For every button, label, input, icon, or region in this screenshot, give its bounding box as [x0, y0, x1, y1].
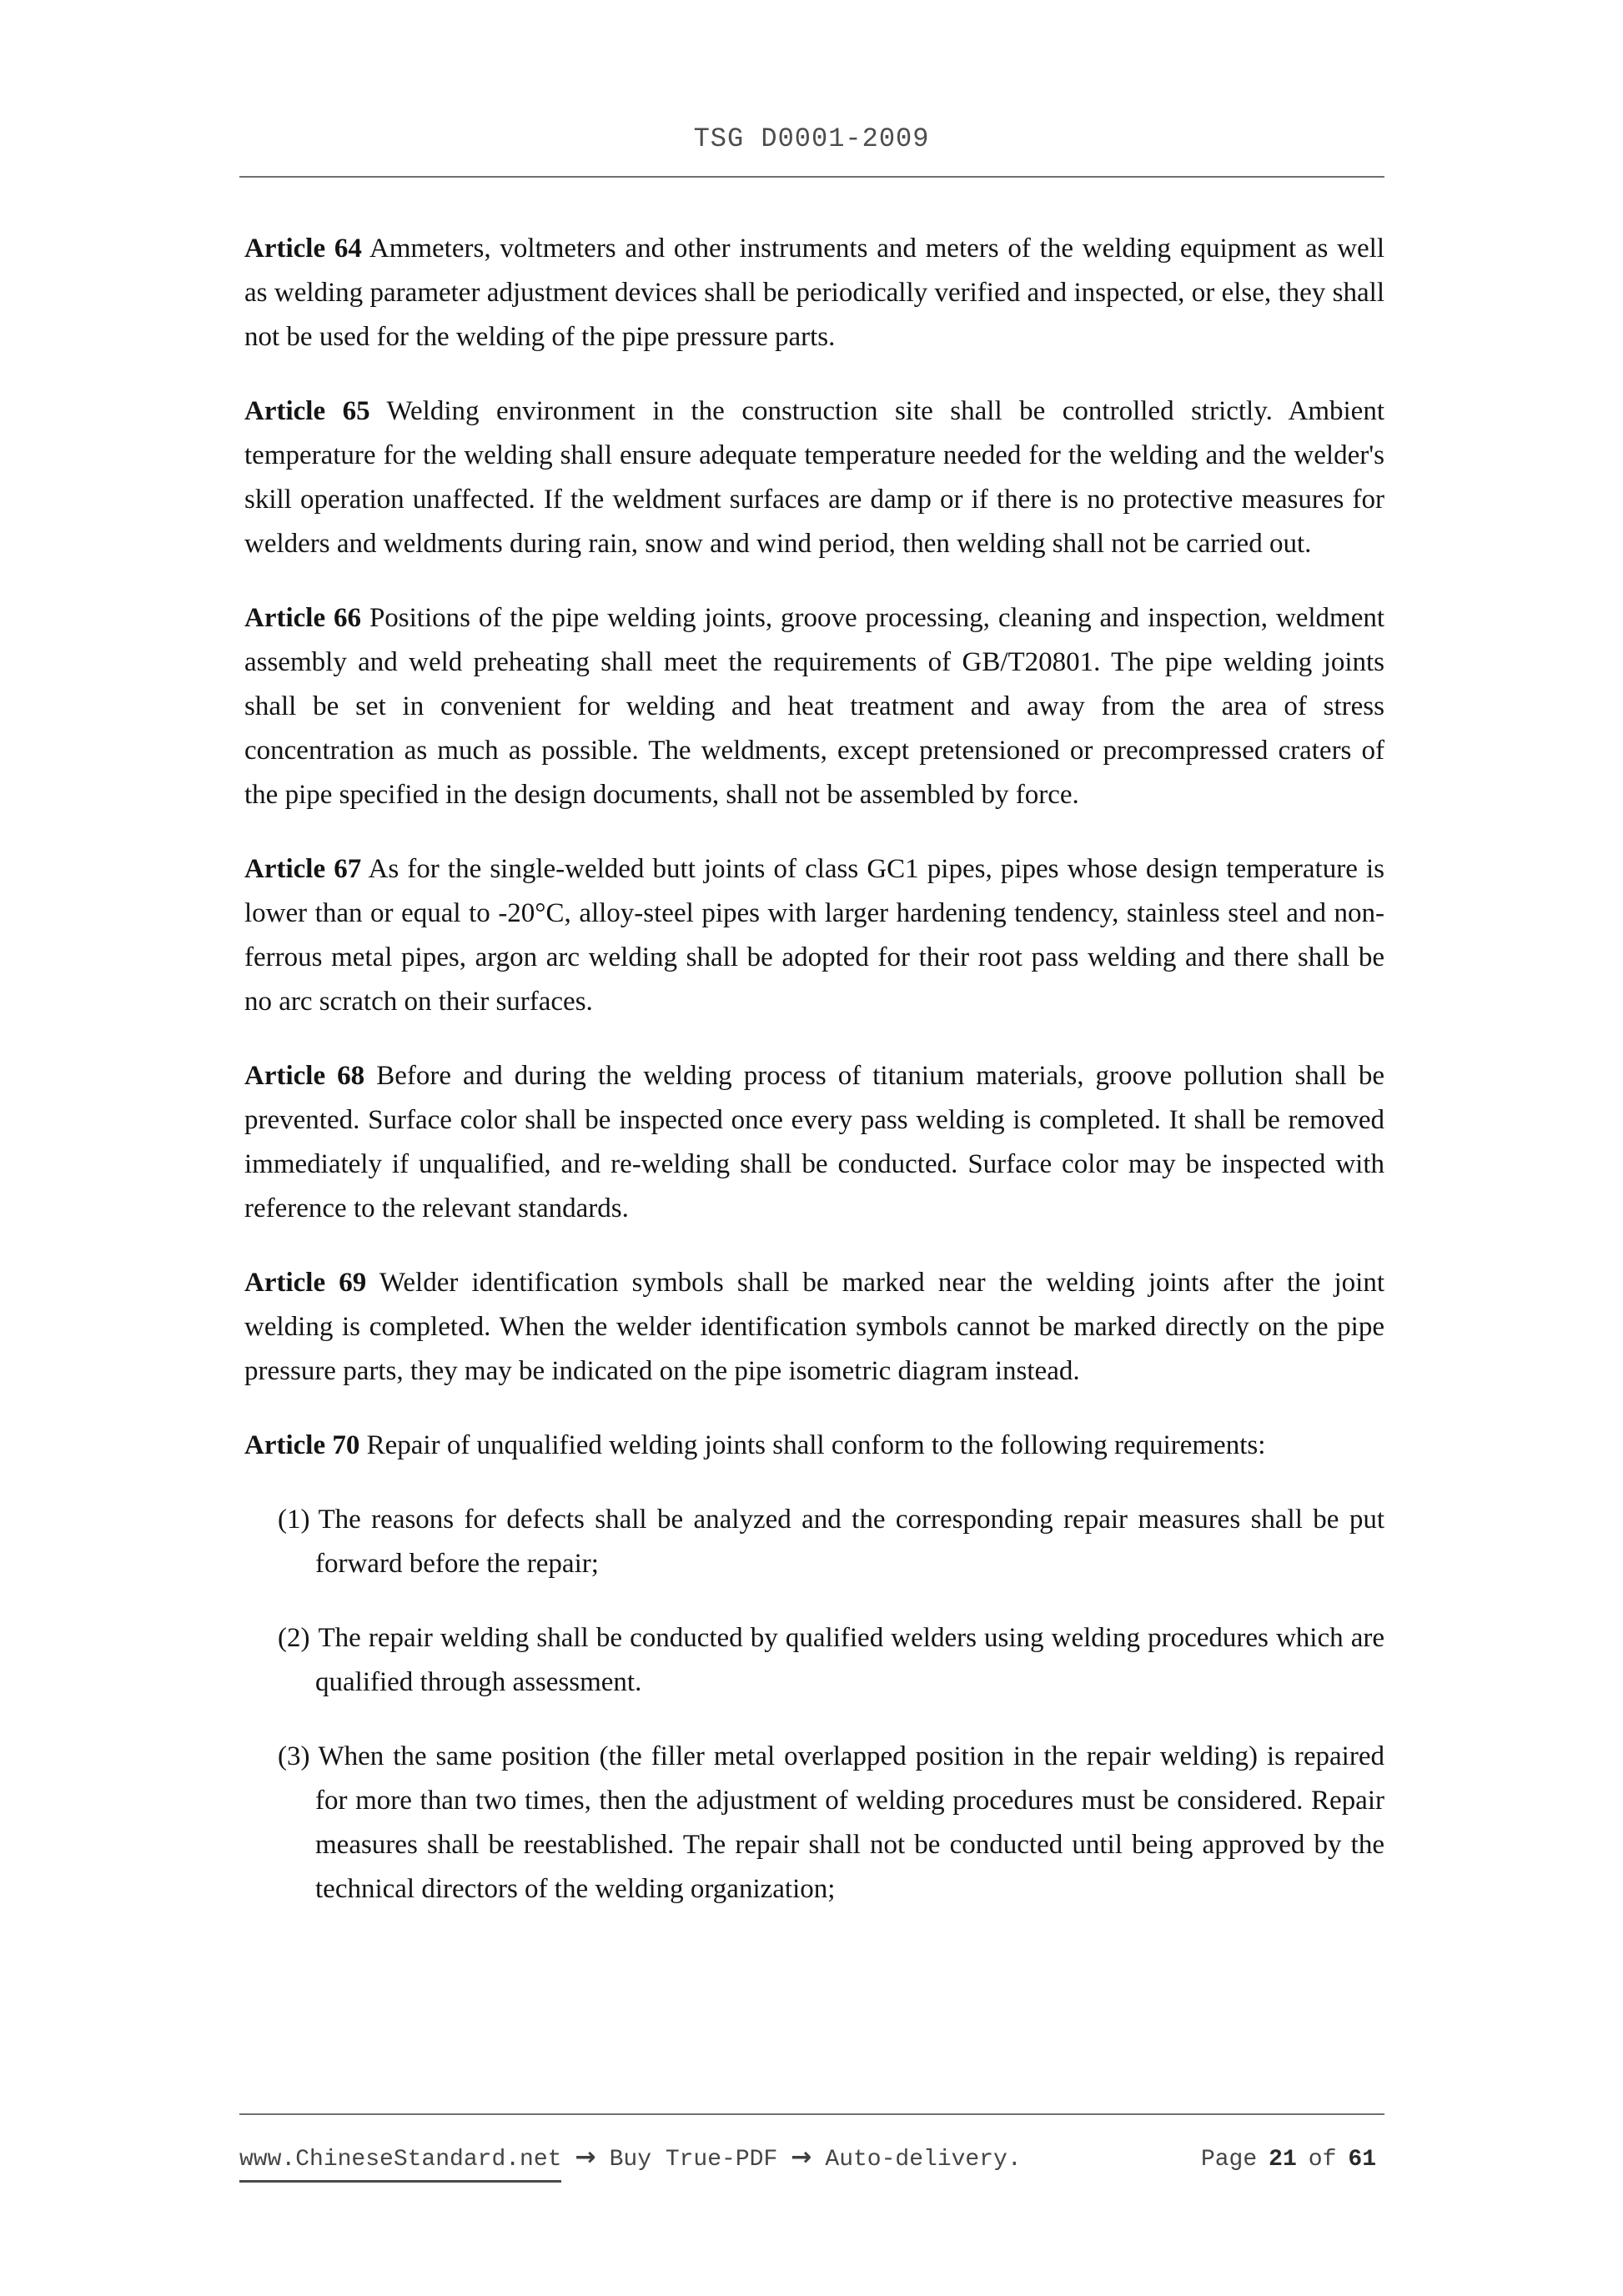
- article-66-text: Positions of the pipe welding joints, groove processing, cleaning and inspection, weldment assembly and weld preheating shall meet the requirements of GB/T20801. The pipe welding joints shall be set in convenient for welding and heat treatment and away from the area of stress concentration as much as possible. The weldments, except pretensioned or precompressed craters of the pipe specified in the design documents, shall not be assembled by force.: [244, 603, 1385, 810]
- article-67-paragraph: [244, 847, 1384, 1024]
- article-70-label: Article 70: [244, 1430, 360, 1460]
- page-header-title: TSG D0001-2009: [693, 123, 930, 154]
- list-item-1-number: (1): [278, 1505, 310, 1535]
- article-64-text: Ammeters, voltmeters and other instruments and meters of the welding equipment as well as welding parameter adjustment devices shall be periodically verified and inspected, or else, they shall not be used for the welding of the pipe pressure parts.: [244, 234, 1384, 352]
- document-body: [244, 227, 1384, 1912]
- current-page-number: 21: [1269, 2147, 1297, 2173]
- right-arrow-icon: →: [791, 2143, 812, 2172]
- article-68-paragraph: [244, 1054, 1384, 1231]
- list-item-1: [244, 1498, 1384, 1586]
- article-65-label: Article 65: [244, 396, 370, 426]
- list-item-3-text: When the same position (the filler metal overlapped position in the repair welding) is repaired for more than two times, then the adjustment of welding procedures must be considered. Repair measures shall be reestablished. The repair shall not be conducted until being approved by the technical directors of the welding organization;: [315, 1741, 1384, 1904]
- article-70-text: Repair of unqualified welding joints shall conform to the following requirements:: [366, 1430, 1266, 1460]
- list-item-3-number: (3): [278, 1741, 310, 1771]
- article-70-paragraph: [244, 1424, 1384, 1468]
- page-label: Page: [1200, 2147, 1258, 2173]
- article-68-text: Before and during the welding process of titanium materials, groove pollution shall be prevented. Surface color shall be inspected once every pass welding is completed. It shall be removed immediately if unqualified, and re-welding shall be conducted. Surface color may be inspected with reference to the relevant standards.: [244, 1061, 1384, 1223]
- right-arrow-icon: →: [575, 2143, 596, 2172]
- list-item-2-text: The repair welding shall be conducted by qualified welders using welding procedures which are qualified through assessment.: [315, 1623, 1384, 1697]
- page-indicator: [1201, 2143, 1384, 2178]
- article-64-paragraph: [244, 227, 1384, 359]
- article-65-paragraph: [244, 389, 1384, 566]
- website-link[interactable]: www.ChineseStandard.net: [239, 2143, 561, 2183]
- article-68-label: Article 68: [244, 1061, 365, 1091]
- total-page-number: 61: [1348, 2147, 1376, 2173]
- article-66-label: Article 66: [244, 603, 362, 633]
- article-66-paragraph: [244, 596, 1384, 817]
- article-67-text: As for the single-welded butt joints of class GC1 pipes, pipes whose design temperature is lower than or equal to -20°C, alloy-steel pipes with larger hardening tendency, stainless steel and non-ferrous metal pipes, argon arc welding shall be adopted for their root pass welding and there shall be no arc scratch on their surfaces.: [244, 854, 1384, 1017]
- article-69-text: Welder identification symbols shall be marked near the welding joints after the joint welding is completed. When the welder identification symbols cannot be marked directly on the pipe pressure parts, they may be indicated on the pipe isometric diagram instead.: [244, 1268, 1384, 1386]
- page-footer: [239, 2140, 1384, 2183]
- footer-step-buy: Buy True-PDF: [609, 2147, 778, 2173]
- list-item-2: [244, 1616, 1384, 1705]
- article-65-text: Welding environment in the construction site shall be controlled strictly. Ambient temperature for the welding shall ensure adequate temperature needed for the welding and the welder's skill operation unaffected. If the weldment surfaces are damp or if there is no protective measures for welders and weldments during rain, snow and wind period, then welding shall not be carried out.: [244, 396, 1384, 559]
- list-item-2-number: (2): [278, 1623, 310, 1653]
- article-67-label: Article 67: [244, 854, 362, 884]
- article-64-label: Article 64: [244, 234, 362, 264]
- footer-promo: [239, 2140, 1022, 2183]
- header-divider: [239, 176, 1384, 178]
- article-69-label: Article 69: [244, 1268, 367, 1298]
- footer-divider: [239, 2113, 1384, 2115]
- list-item-1-text: The reasons for defects shall be analyzed and the corresponding repair measures shall be put forward before the repair;: [315, 1505, 1384, 1579]
- of-label: of: [1308, 2147, 1337, 2173]
- list-item-3: [244, 1735, 1384, 1912]
- footer-step-delivery: Auto-delivery.: [825, 2147, 1022, 2173]
- article-69-paragraph: [244, 1261, 1384, 1394]
